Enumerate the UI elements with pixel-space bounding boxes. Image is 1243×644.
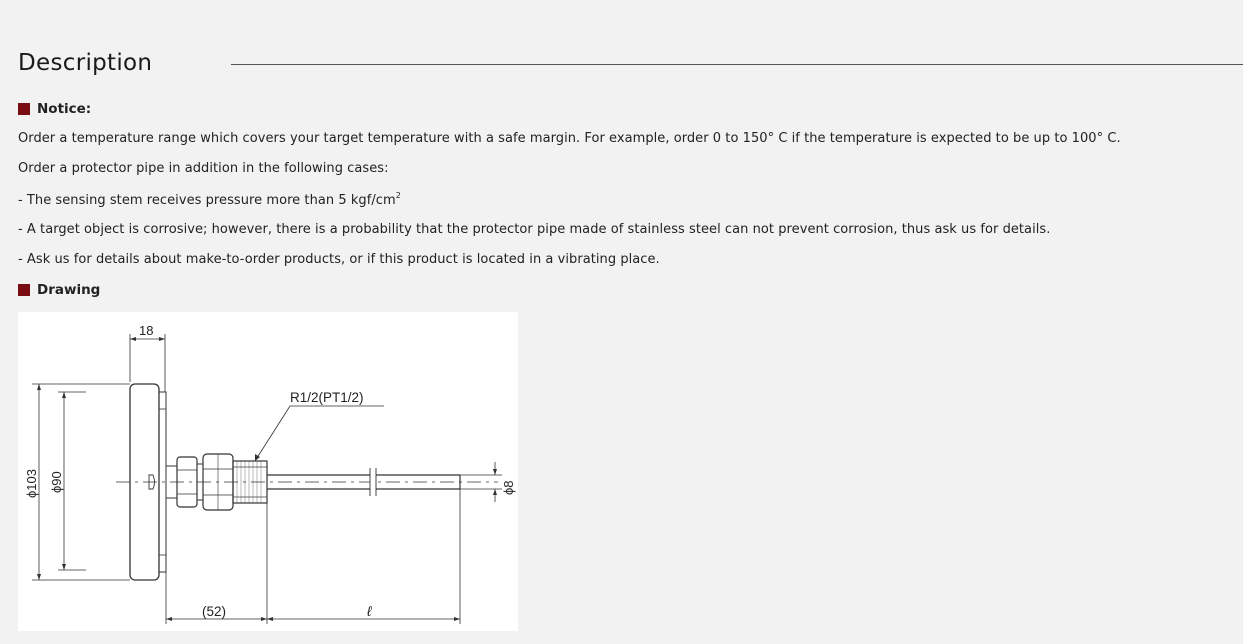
notice-line-protector-cases: Order a protector pipe in addition in the following cases: bbox=[18, 161, 389, 176]
notice-line-temperature-range: Order a temperature range which covers your target temperature with a safe margin. For example, order 0 to 150° C if the temperature is expected to be up to 100° C. bbox=[18, 131, 1121, 146]
dim-stem-length: ℓ bbox=[367, 603, 372, 619]
drawing-heading-label: Drawing bbox=[37, 282, 101, 298]
dim-inner-diameter: ϕ90 bbox=[49, 471, 64, 493]
title-divider bbox=[231, 64, 1243, 65]
technical-drawing bbox=[18, 312, 518, 631]
notice-line-make-to-order: - Ask us for details about make-to-order products, or if this product is located in a vibrating place. bbox=[18, 252, 660, 267]
section-title: Description bbox=[18, 50, 153, 76]
notice-line-corrosion: - A target object is corrosive; however, there is a probability that the protector pipe made of stainless steel can not prevent corrosion, thus ask us for details. bbox=[18, 222, 1051, 237]
bullet-square-icon bbox=[18, 103, 30, 115]
notice-heading bbox=[18, 101, 91, 117]
drawing-heading bbox=[18, 282, 100, 298]
dim-top-width: 18 bbox=[139, 323, 154, 338]
dim-outer-diameter: ϕ103 bbox=[24, 469, 39, 498]
notice-heading-label: Notice: bbox=[37, 101, 92, 117]
dim-fitting-length: (52) bbox=[202, 604, 227, 619]
dim-thread-size: R1/2(PT1/2) bbox=[290, 390, 364, 405]
pressure-superscript: 2 bbox=[395, 191, 401, 200]
notice-line-pressure bbox=[18, 191, 401, 208]
pressure-text: - The sensing stem receives pressure more than 5 kgf/cm bbox=[18, 193, 396, 208]
bullet-square-icon bbox=[18, 284, 30, 296]
dim-stem-diameter: ϕ8 bbox=[501, 480, 516, 495]
